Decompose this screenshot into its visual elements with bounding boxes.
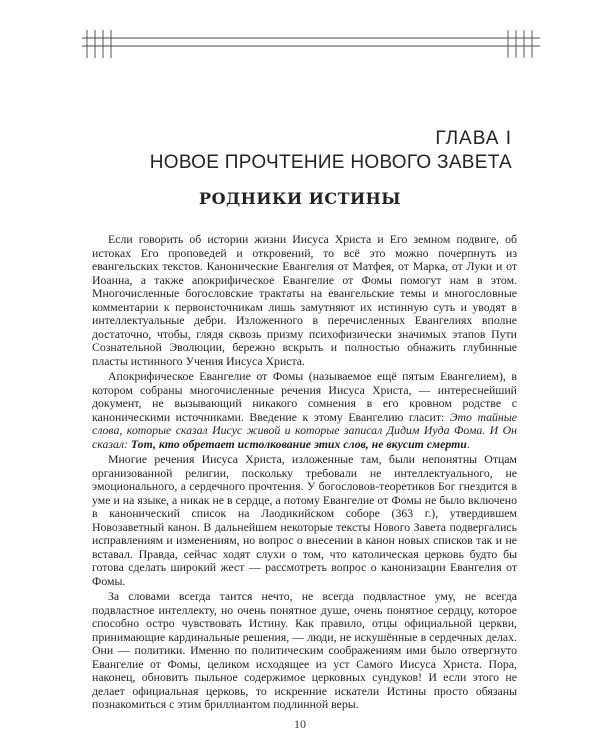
chapter-label: ГЛАВА I [435,128,512,149]
page-number: 10 [294,717,306,731]
paragraph-3: Многие речения Иисуса Христа, изложенные там, были непонятны Отцам организованной религии, поскольку требовали не интеллектуального, не эмоционального, а сердечного прочтения. У богословов-теоретиков Бог гнездится в уме и на языке, а никак не в сердце, а потому Евангелие от Фомы не было включено в канонический список на Лаодикийском соборе (363 г.), утвердившем Новозаветный канон. В дальнейшем некоторые тексты Нового Завета подвергались исправлениям и изменениям, но вопрос о внесении в канон новых списков так и не вставал. Правда, сейчас ходят слухи о том, что католическая церковь будто бы готова сделать широкий жест — рассмотреть вопрос о канонизации Евангелия от Фомы. [92,452,517,588]
header-ornament [0,0,600,80]
body-text [92,233,517,714]
chapter-title: НОВОЕ ПРОЧТЕНИЕ НОВОГО ЗАВЕТА [149,152,512,173]
gospel-quote-emphasis: Тот, кто обретает истолкование этих слов, не вкусит смерти [130,436,467,451]
paragraph-2-end: . [466,436,470,451]
paragraph-1: Если говорить об истории жизни Иисуса Христа и Его земном подвиге, об истоках Его проповедей и откровений, то всё это можно почерпнуть из евангельских текстов. Канонические Евангелия от Матфея, от Марка, от Луки и от Иоанна, а также апокрифическое Евангелие от Фомы помогут нам в этом. Многочисленные богословские трактаты на евангельские темы и многословные комментарии к первоисточникам лишь замутняют их истинную суть и уводят в интеллектуальные дебри. Изложенного в перечисленных Евангелиях вполне достаточно, чтобы, глядя сквозь призму психофизически значимых этапов Пути Сознательной Эволюции, бережно вскрыть и полностью обнажить глубинные пласты истинного Учения Иисуса Христа. [92,232,517,368]
paragraph-2-intro: Апокрифическое Евангелие от Фомы (называемое ещё пятым Евангелием), в котором собраны многочисленные речения Иисуса Христа, — интереснейший документ, не вызывающий никакого сомнения в его кровном родстве с каноническими источниками. Введение к этому Евангелию гласит: [92,369,517,424]
section-title: РОДНИКИ ИСТИНЫ [199,189,401,208]
gospel-quote: Это тайные слова, которые сказал Иисус живой и которые записал Дидим Иуда Фома. И Он сказал: [92,409,517,451]
paragraph-4: За словами всегда таится нечто, не всегда подвластное уму, не всегда подвластное интеллекту, но очень понятное душе, очень понятное сердцу, которое способно остро чувствовать Истину. Как правило, отцы официальной церкви, принимающие кардинальные решения, — люди, не искушённые в сердечных делах. Они — политики. Именно по политическим соображениям ими было отвергнуто Евангелие от Фомы, целиком исходящее из уст Самого Иисуса Христа. Пора, наконец, обновить пыльное содержимое церковных сундуков! И если этого не делает официальная церковь, то искренние искатели Истины просто обязаны познакомиться с этим бриллиантом подлинной веры. [92,589,517,711]
paragraph-2 [92,370,517,451]
